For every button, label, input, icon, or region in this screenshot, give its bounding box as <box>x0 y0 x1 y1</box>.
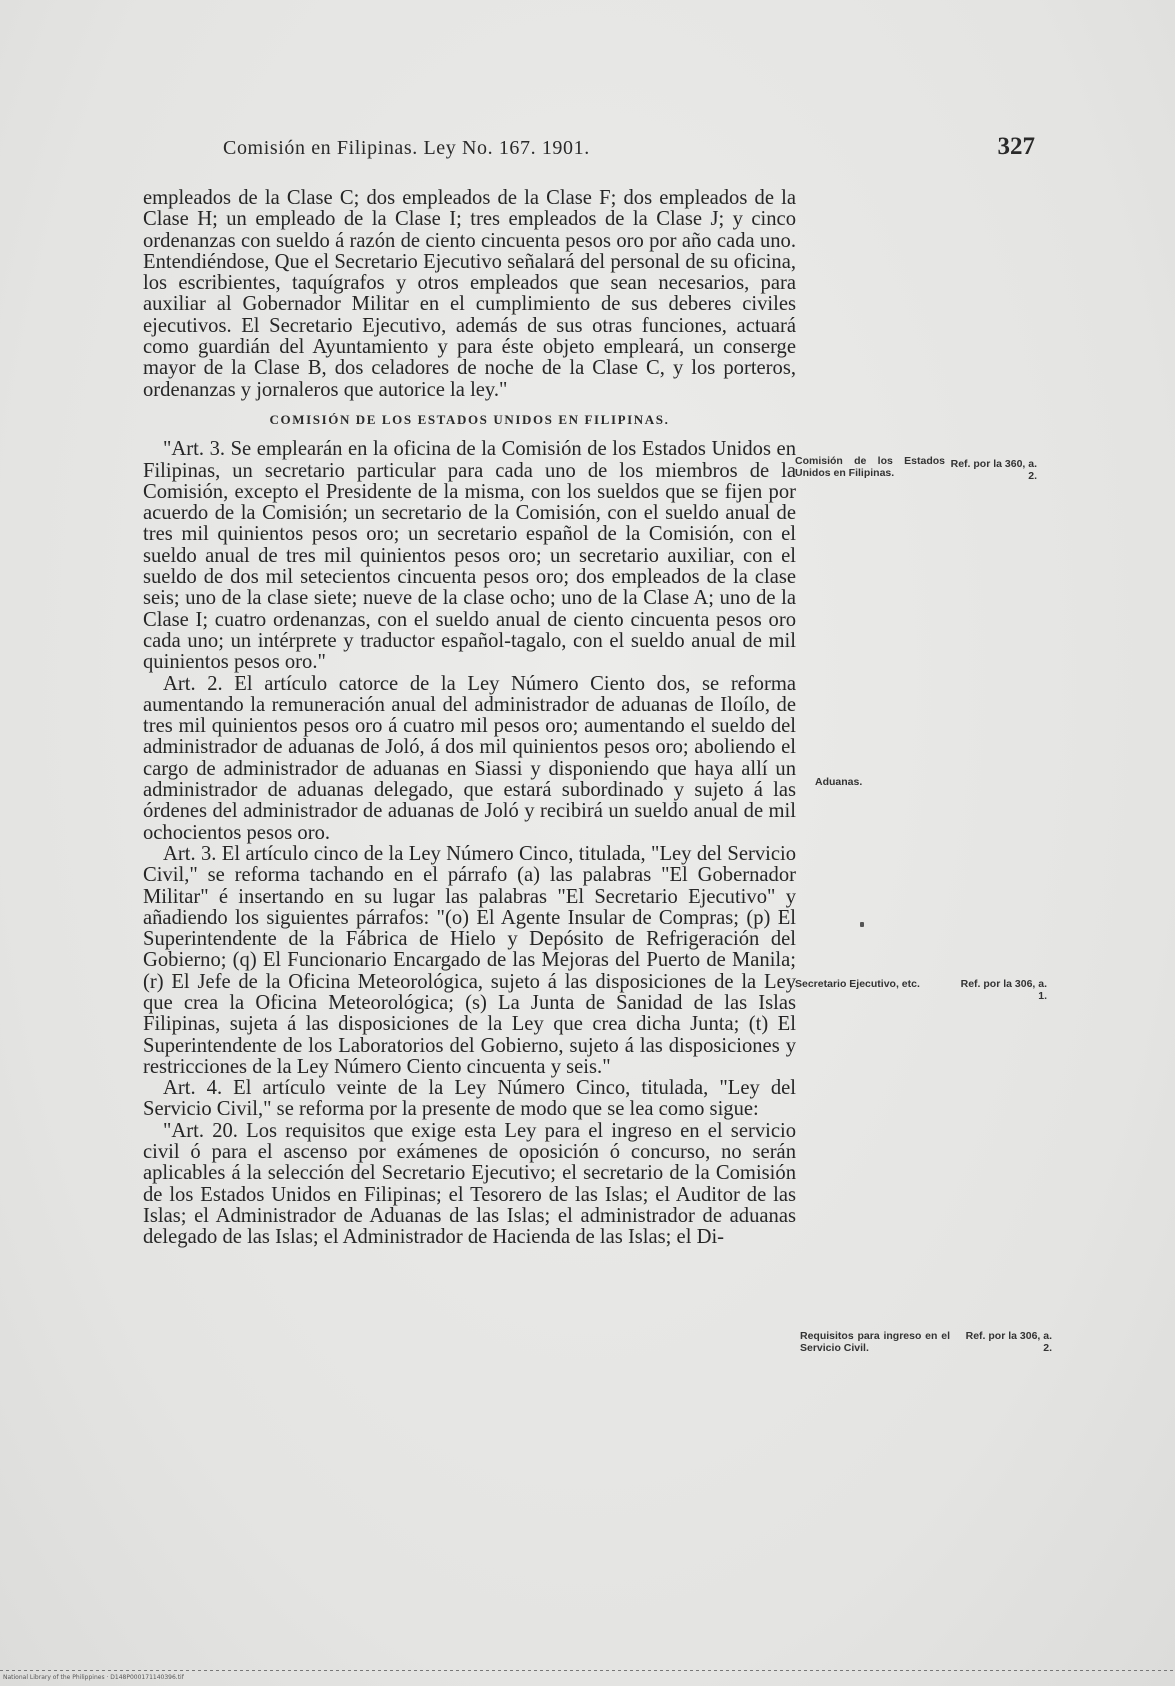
section-heading: COMISIÓN DE LOS ESTADOS UNIDOS EN FILIPINAS. <box>269 411 670 427</box>
margin-note-comision: Comisión de los Estados Unidos en Filipinas. <box>795 455 945 479</box>
margin-note-ref-2: Ref. por la 306, a. 1. <box>960 978 1047 1002</box>
margin-note-ref-1: Ref. por la 360, a. 2. <box>950 458 1037 482</box>
footer-rule <box>0 1670 1175 1671</box>
paragraph-5: Art. 4. El artículo veinte de la Ley Número Cinco, titulada, "Ley del Servicio Civil," se reforma por la presente de modo que se lea como sigue: <box>143 1077 796 1121</box>
paragraph-2: "Art. 3. Se emplearán en la oficina de la Comisión de los Estados Unidos en Filipinas, un secretario particular para cada uno de los miembros de la Comisión, excepto el Presidente de la misma, con los sueldos que se fijen por acuerdo de la Comisión; un secretario de la Comisión, con el sueldo anual de tres mil quinientos pesos oro; un secretario español de la Comisión, con el sueldo anual de tres mil quinientos pesos oro; un secretario auxiliar, con el sueldo de dos mil setecientos cincuenta pesos oro; dos empleados de la clase seis; uno de la clase siete; nueve de la clase ocho; uno de la Clase A; uno de la Clase I; cuatro ordenanzas, con el sueldo anual de ciento cincuenta pesos oro cada uno; un intérprete y traductor español-tagalo, con el sueldo anual de mil quinientos pesos oro." <box>143 438 796 674</box>
speck <box>860 922 864 927</box>
running-head <box>223 133 1043 167</box>
body-text <box>143 188 796 1249</box>
footer-stamp: National Library of the Philippines · D148P000171140396.tif <box>3 1674 184 1681</box>
page-number: 327 <box>997 133 1035 160</box>
running-title: Comisión en Filipinas. Ley No. 167. 1901. <box>223 137 590 159</box>
paragraph-1: empleados de la Clase C; dos empleados de la Clase F; dos empleados de la Clase H; un empleado de la Clase I; tres empleados de la Clase J; y cinco ordenanzas con sueldo á razón de ciento cincuenta pesos oro por año cada uno. Entendiéndose, Que el Secretario Ejecutivo señalará del personal de su oficina, los escribientes, taquígrafos y otros empleados que sean necesarios, para auxiliar al Gobernador Militar en el cumplimiento de sus deberes civiles ejecutivos. El Secretario Ejecutivo, además de sus otras funciones, actuará como guardián del Ayuntamiento y para éste objeto empleará, un conserge mayor de la Clase B, dos celadores de noche de la Clase C, y los porteros, ordenanzas y jornaleros que autorice la ley." <box>143 187 796 401</box>
margin-note-ref-3: Ref. por la 306, a. 2. <box>965 1330 1052 1354</box>
paragraph-6: "Art. 20. Los requisitos que exige esta Ley para el ingreso en el servicio civil ó para el ascenso por exámenes de oposición ó concurso, no serán aplicables á la selección del Secretario Ejecutivo; el secretario de la Comisión de los Estados Unidos en Filipinas; el Tesorero de las Islas; el Auditor de las Islas; el Administrador de Aduanas de las Islas; el administrador de aduanas delegado de las Islas; el Administrador de Hacienda de las Islas; el Di- <box>143 1119 796 1249</box>
margin-note-secretario: Secretario Ejecutivo, etc. <box>795 978 920 990</box>
margin-note-requisitos: Requisitos para ingreso en el Servicio Civil. <box>800 1330 950 1354</box>
paragraph-4: Art. 3. El artículo cinco de la Ley Número Cinco, titulada, "Ley del Servicio Civil," se reforma tachando en el párrafo (a) las palabras "El Gobernador Militar" é insertando en su lugar las palabras "El Secretario Ejecutivo" y añadiendo los siguientes párrafos: "(o) El Agente Insular de Compras; (p) El Superintendente de la Fábrica de Hielo y Depósito de Refrigeración del Gobierno; (q) El Funcionario Encargado de las Mejoras del Puerto de Manila; (r) El Jefe de la Oficina Meteorológica, sujeto á las disposiciones de la Ley que crea la Oficina Meteorológica; (s) La Junta de Sanidad de las Islas Filipinas, sujeta á las disposiciones de la Ley que crea dicha Junta; (t) El Superintendente de los Laboratorios del Gobierno, sujeto á las disposiciones y restricciones de la Ley Número Ciento cincuenta y seis." <box>143 842 796 1078</box>
paragraph-3: Art. 2. El artículo catorce de la Ley Número Ciento dos, se reforma aumentando la remuneración anual del administrador de aduanas de Iloílo, de tres mil quinientos pesos oro á cuatro mil pesos oro; aumentando el sueldo del administrador de aduanas de Joló, á dos mil quinientos pesos oro; aboliendo el cargo de administrador de aduanas en Siassi y disponiendo que haya allí un administrador de aduanas delegado, que estará subordinado y sujeto á las órdenes del administrador de aduanas de Joló y recibirá un sueldo anual de mil ochocientos pesos oro. <box>143 672 796 844</box>
margin-note-aduanas: Aduanas. <box>815 776 863 788</box>
